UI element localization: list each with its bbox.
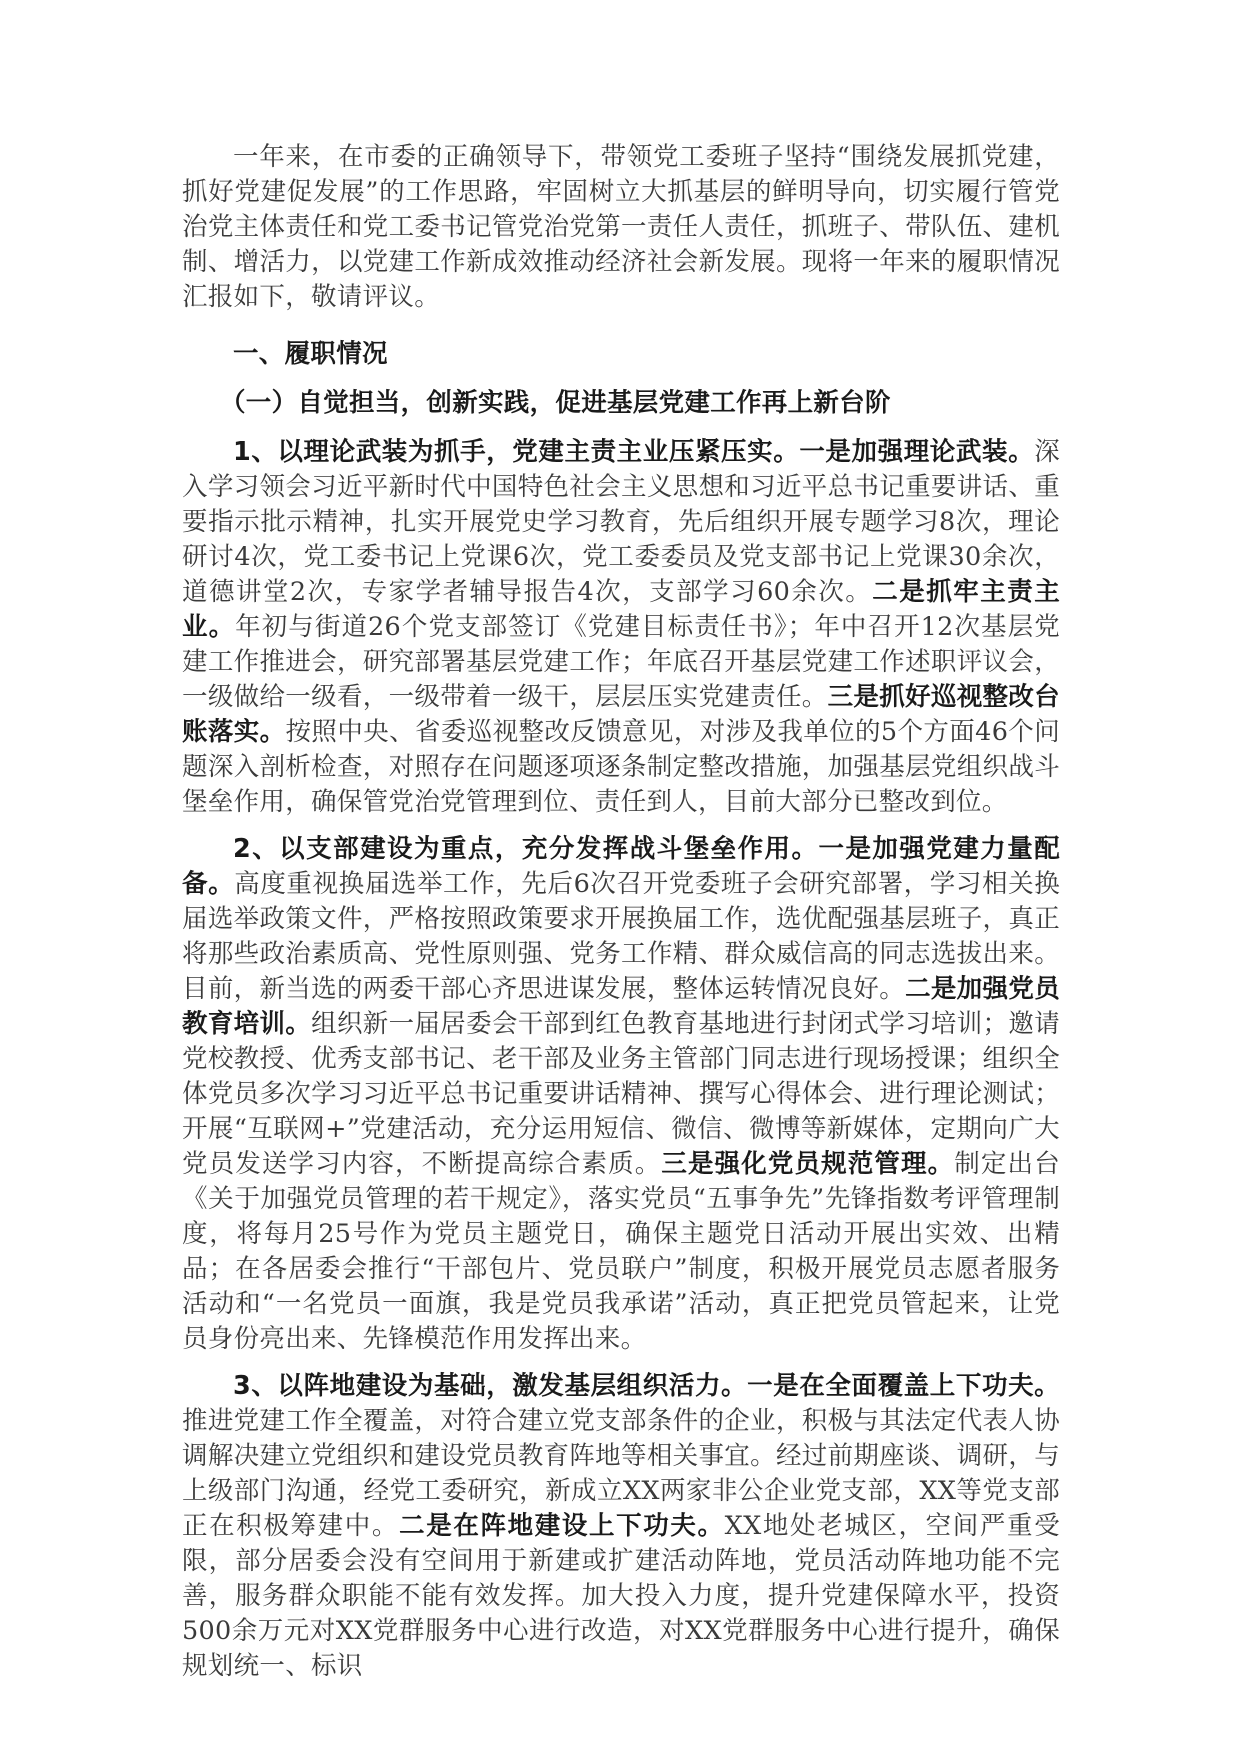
- bold-text-run: 三是抓好巡视整改台账落实。: [182, 682, 1060, 747]
- text-run: XX地处老城区，空间严重受限，部分居委会没有空间用于新建或扩建活动阵地，党员活动阵地功能不完善，服务群众职能不能有效发挥。加大投入力度，提升党建保障水平，投资500余万元对XX党群服务中心进行改造，对XX党群服务中心进行提升，确保规划统一、标识: [182, 1511, 1060, 1681]
- text-run: 推进党建工作全覆盖，对符合建立党支部条件的企业，积极与其法定代表人协调解决建立党组织和建设党员教育阵地等相关事宜。经过前期座谈、调研，与上级部门沟通，经党工委研究，新成立XX两家非公企业党支部，XX等党支部正在积极筹建中。: [182, 1406, 1060, 1541]
- bold-text-run: 二是抓牢主责主业。: [182, 577, 1061, 642]
- text-run: 年初与街道26个党支部签订《党建目标责任书》；年中召开12次基层党建工作推进会，研究部署基层党建工作；年底召开基层党建工作述职评议会，一级做给一级看，一级带着一级干，层层压实党建责任。: [182, 612, 1060, 712]
- text-run: 制定出台《关于加强党员管理的若干规定》，落实党员“五事争先”先锋指数考评管理制度，将每月25号作为党员主题党日，确保主题党日活动开展出实效、出精品；在各居委会推行“干部包片、党员联户”制度，积极开展党员志愿者服务活动和“一名党员一面旗，我是党员我承诺”活动，真正把党员管起来，让党员身份亮出来、先锋模范作用发挥出来。: [182, 1149, 1060, 1354]
- bold-text-run: 二是在阵地建设上下功夫。: [399, 1511, 725, 1541]
- bold-text-run: 3、以阵地建设为基础，激发基层组织活力。一是在全面覆盖上下功夫。: [233, 1371, 1060, 1401]
- text-run: 深入学习领会习近平新时代中国特色社会主义思想和习近平总书记重要讲话、重要指示批示精神，扎实开展党史学习教育，先后组织开展专题学习8次，理论研讨4次，党工委书记上党课6次，党工委委员及党支部书记上党课30余次，道德讲堂2次，专家学者辅导报告4次，支部学习60余次。: [182, 437, 1060, 607]
- paragraph: [182, 140, 1060, 315]
- subsection-heading: [182, 386, 1060, 421]
- document-body: [182, 140, 1060, 1696]
- bold-text-run: 三是强化党员规范管理。: [661, 1149, 955, 1179]
- bold-text-run: （一）自觉担当，创新实践，促进基层党建工作再上新台阶: [220, 388, 891, 418]
- text-run: 组织新一届居委会干部到红色教育基地进行封闭式学习培训；邀请党校教授、优秀支部书记、老干部及业务主管部门同志进行现场授课；组织全体党员多次学习习近平总书记重要讲话精神、撰写心得体会、进行理论测试；开展“互联网+”党建活动，充分运用短信、微信、微博等新媒体，定期向广大党员发送学习内容，不断提高综合素质。: [182, 1009, 1060, 1179]
- text-run: 高度重视换届选举工作，先后6次召开党委班子会研究部署，学习相关换届选举政策文件，严格按照政策要求开展换届工作，选优配强基层班子，真正将那些政治素质高、党性原则强、党务工作精、群众威信高的同志选拔出来。目前，新当选的两委干部心齐思进谋发展，整体运转情况良好。: [182, 869, 1060, 1004]
- text-run: 一年来，在市委的正确领导下，带领党工委班子坚持“围绕发展抓党建，抓好党建促发展”的工作思路，牢固树立大抓基层的鲜明导向，切实履行管党治党主体责任和党工委书记管党治党第一责任人责任，抓班子、带队伍、建机制、增活力，以党建工作新成效推动经济社会新发展。现将一年来的履职情况汇报如下，敬请评议。: [182, 142, 1060, 312]
- paragraph: [182, 435, 1060, 820]
- bold-text-run: 2、以支部建设为重点，充分发挥战斗堡垒作用。一是加强党建力量配备。: [182, 834, 1060, 899]
- text-run: 按照中央、省委巡视整改反馈意见，对涉及我单位的5个方面46个问题深入剖析检查，对照存在问题逐项逐条制定整改措施，加强基层党组织战斗堡垒作用，确保管党治党管理到位、责任到人，目前大部分已整改到位。: [182, 717, 1060, 817]
- bold-text-run: 二是加强党员教育培训。: [182, 974, 1060, 1039]
- section-heading: [182, 337, 1060, 372]
- bold-text-run: 1、以理论武装为抓手，党建主责主业压紧压实。一是加强理论武装。: [233, 437, 1035, 467]
- paragraph: [182, 832, 1060, 1357]
- bold-text-run: 一、履职情况: [233, 339, 388, 369]
- paragraph: [182, 1369, 1060, 1684]
